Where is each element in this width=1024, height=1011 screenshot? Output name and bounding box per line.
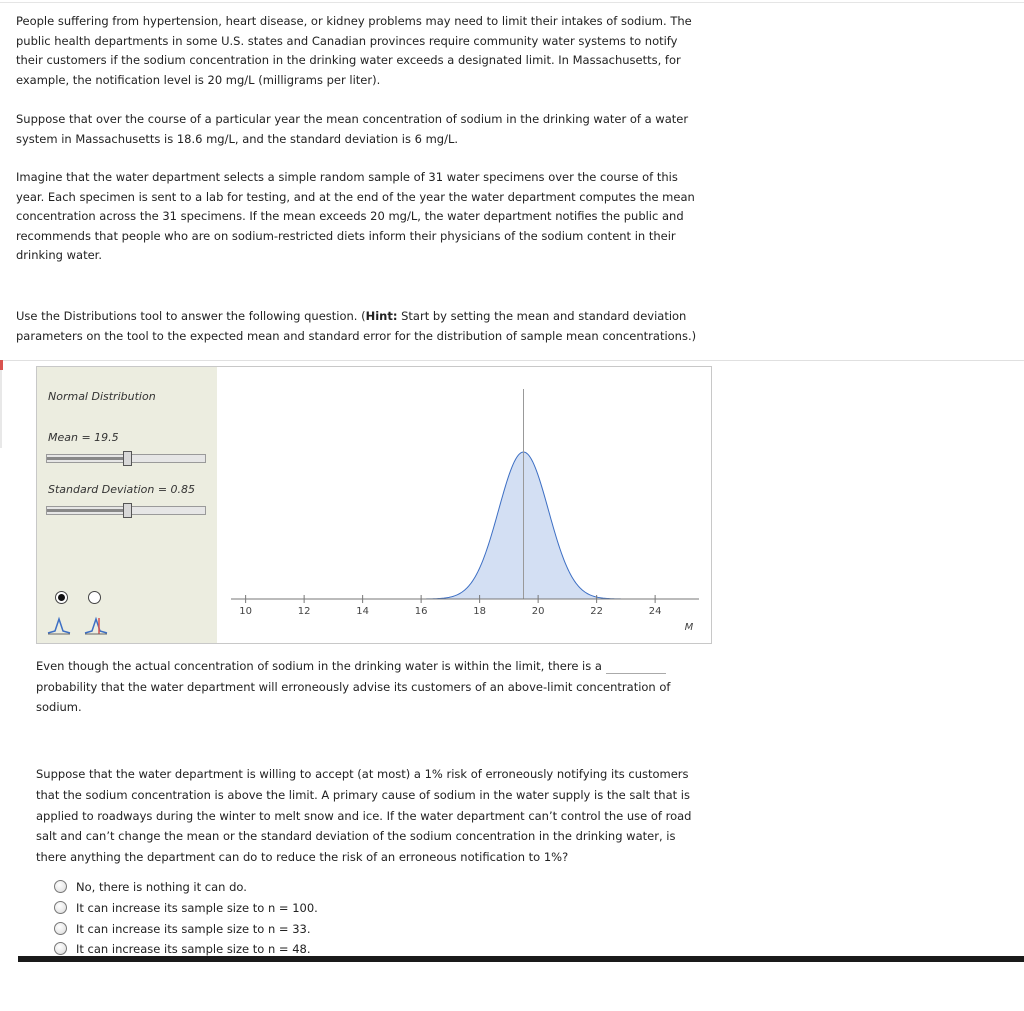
option-label-3: It can increase its sample size to n = 48. (76, 942, 311, 956)
option-radio-3[interactable] (54, 942, 67, 955)
x-tick-label-24: 24 (648, 606, 662, 617)
normal-distribution-chart[interactable] (217, 367, 711, 643)
instruction-text: Use the Distributions tool to answer the following question. ( (16, 309, 366, 323)
option-label-2: It can increase its sample size to n = 33. (76, 922, 311, 936)
x-axis-label: M (684, 622, 694, 633)
x-tick-label-14: 14 (356, 606, 369, 617)
question2-text: Suppose that the water department is willing to accept (at most) a 1% risk of erroneously notifying its customers that the sodium concentration is above the limit. A primary cause of sodium in the water supply is the salt that is applied to roadways during the winter to melt snow and ice. If the water department can’t control the use of road salt and can’t change the mean or the standard deviation of the sodium concentration in the drinking water, is there anything the department can do to reduce the risk of an erroneous notification to 1%? (36, 767, 692, 865)
question1-lead: Even though the actual concentration of sodium in the drinking water is within the limit, there is a (36, 659, 602, 673)
answer-blank-underline (606, 673, 666, 674)
distributions-tool (36, 366, 712, 644)
instruction-paragraph (16, 307, 706, 346)
option-radio-1[interactable] (54, 901, 67, 914)
x-tick-label-10: 10 (239, 606, 252, 617)
mean-slider[interactable] (46, 454, 206, 463)
probability-tool-icon[interactable] (84, 615, 108, 635)
x-tick-label-20: 20 (531, 606, 545, 617)
sd-slider-thumb[interactable] (123, 503, 132, 518)
top-divider (0, 2, 1024, 3)
sd-slider-track (47, 509, 127, 512)
mean-slider-thumb[interactable] (123, 451, 132, 466)
footer-bar (18, 956, 1024, 962)
question-marker (0, 360, 2, 448)
mode-radio-probability[interactable] (88, 591, 101, 604)
x-tick-label-12: 12 (297, 606, 311, 617)
option-radio-0[interactable] (54, 880, 67, 893)
normal-curve-icon[interactable] (47, 615, 71, 635)
x-tick-label-22: 22 (590, 606, 603, 617)
question1-rest: probability that the water department will erroneously advise its customers of an above-limit concentration of sodium. (36, 679, 671, 714)
x-tick-label-16: 16 (414, 606, 428, 617)
sd-slider[interactable] (46, 506, 206, 515)
intro-paragraph-2: Suppose that over the course of a particular year the mean concentration of sodium in the drinking water of a water system in Massachusetts is 18.6 mg/L, and the standard deviation is 6 mg/L. (16, 112, 689, 146)
sd-label: Standard Deviation = 0.85 (48, 483, 196, 496)
mean-label: Mean = 19.5 (48, 431, 119, 444)
tool-control-panel (37, 367, 217, 643)
intro-paragraph-3: Imagine that the water department selects a simple random sample of 31 water specimens over the course of this year. Each specimen is sent to a lab for testing, and at the end of the year the water department computes the mean concentration across the 31 specimens. If the mean exceeds 20 mg/L, the water department notifies the public and recommends that people who are on sodium-restricted diets inform their physicians of the sodium content in their drinking water. (16, 170, 695, 262)
x-tick-label-18: 18 (473, 606, 486, 617)
intro-paragraph-1: People suffering from hypertension, heart disease, or kidney problems may need to limit their intakes of sodium. The public health departments in some U.S. states and Canadian provinces require community water systems to notify their customers if the sodium concentration in the drinking water exceeds a designated limit. In Massachusetts, for example, the notification level is 20 mg/L (milligrams per liter). (16, 14, 692, 87)
hint-label: Hint: (365, 309, 398, 323)
option-radio-2[interactable] (54, 922, 67, 935)
mode-radio-curve[interactable] (55, 591, 68, 604)
section-divider (0, 360, 1024, 361)
question1-text (36, 656, 686, 718)
tool-title: Normal Distribution (48, 390, 156, 403)
option-label-0: No, there is nothing it can do. (76, 880, 247, 894)
mean-slider-track (47, 457, 127, 460)
option-label-1: It can increase its sample size to n = 100. (76, 901, 318, 915)
hint-text: Start by setting the mean and standard deviation parameters on the tool to the expected mean and standard error for the distribution of sample mean concentrations.) (16, 309, 697, 343)
